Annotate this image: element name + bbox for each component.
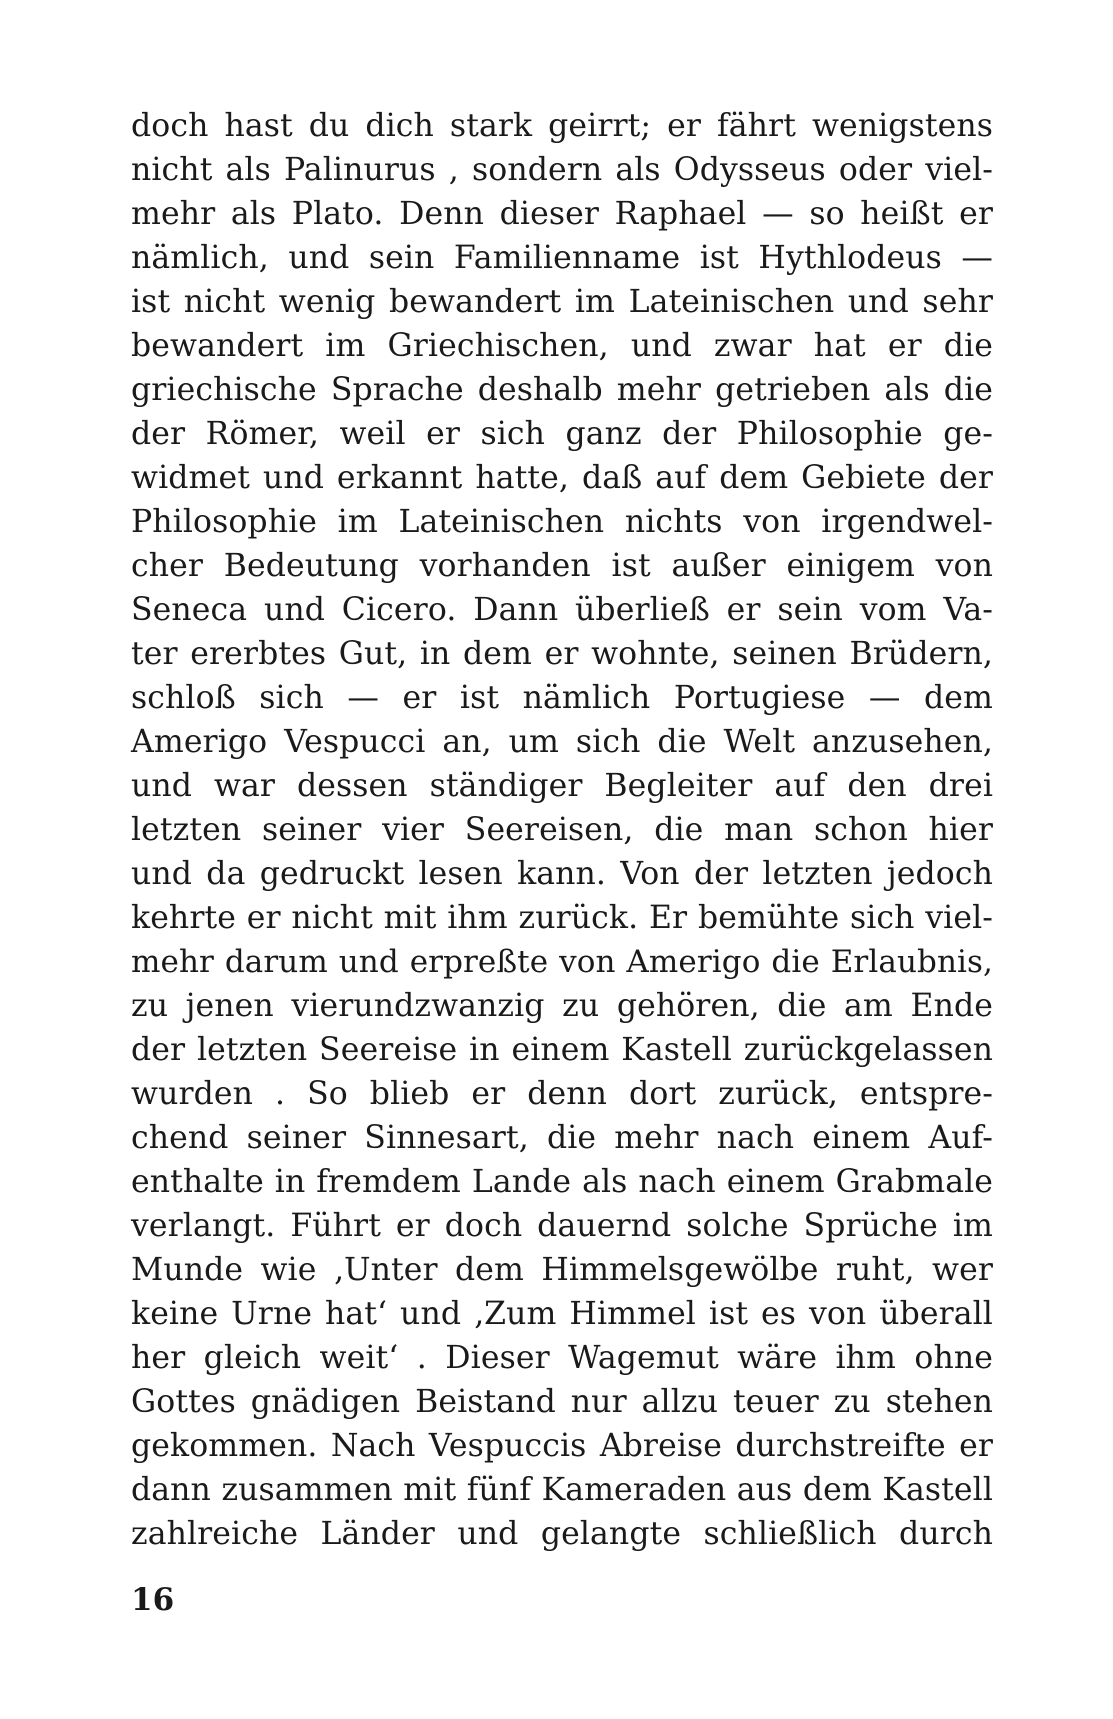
text-line: dann zusammen mit fünf Kameraden aus dem Kastell bbox=[131, 1472, 993, 1508]
text-line: enthalte in fremdem Lande als nach einem Grabmale bbox=[131, 1164, 993, 1200]
text-line: keine Urne hat‘ und ‚Zum Himmel ist es von überall bbox=[131, 1296, 993, 1332]
text-line: widmet und erkannt hatte, daß auf dem Gebiete der bbox=[131, 460, 993, 496]
text-line: her gleich weit‘ . Dieser Wagemut wäre ihm ohne bbox=[131, 1340, 993, 1376]
text-line: der letzten Seereise in einem Kastell zurückgelassen bbox=[131, 1032, 993, 1068]
text-line: Seneca und Cicero. Dann überließ er sein vom Va- bbox=[131, 592, 993, 628]
text-line: Munde wie ‚Unter dem Himmelsgewölbe ruht, wer bbox=[131, 1252, 993, 1288]
text-line: zahlreiche Länder und gelangte schließlich durch bbox=[131, 1516, 993, 1552]
text-line: nicht als Palinurus , sondern als Odysseus oder viel- bbox=[131, 152, 993, 188]
text-line: gekommen. Nach Vespuccis Abreise durchstreifte er bbox=[131, 1428, 993, 1464]
text-line: letzten seiner vier Seereisen, die man schon hier bbox=[131, 812, 993, 848]
text-line: bewandert im Griechischen, und zwar hat er die bbox=[131, 328, 993, 364]
text-line: Amerigo Vespucci an, um sich die Welt anzusehen, bbox=[131, 724, 993, 760]
text-line: Philosophie im Lateinischen nichts von irgendwel- bbox=[131, 504, 993, 540]
text-line: chend seiner Sinnesart, die mehr nach einem Auf- bbox=[131, 1120, 993, 1156]
text-line: griechische Sprache deshalb mehr getrieben als die bbox=[131, 372, 993, 408]
text-line: und war dessen ständiger Begleiter auf den drei bbox=[131, 768, 993, 804]
body-text bbox=[131, 104, 993, 1556]
text-line: ter ererbtes Gut, in dem er wohnte, seinen Brüdern, bbox=[131, 636, 993, 672]
text-line: kehrte er nicht mit ihm zurück. Er bemühte sich viel- bbox=[131, 900, 993, 936]
text-line: cher Bedeutung vorhanden ist außer einigem von bbox=[131, 548, 993, 584]
text-line: schloß sich — er ist nämlich Portugiese — dem bbox=[131, 680, 993, 716]
text-line: mehr als Plato. Denn dieser Raphael — so heißt er bbox=[131, 196, 993, 232]
text-line: doch hast du dich stark geirrt; er fährt wenigstens bbox=[131, 108, 993, 144]
text-line: ist nicht wenig bewandert im Lateinischen und sehr bbox=[131, 284, 993, 320]
text-line: zu jenen vierundzwanzig zu gehören, die am Ende bbox=[131, 988, 993, 1024]
page-number: 16 bbox=[131, 1582, 175, 1618]
text-line: der Römer, weil er sich ganz der Philosophie ge- bbox=[131, 416, 993, 452]
text-line: und da gedruckt lesen kann. Von der letzten jedoch bbox=[131, 856, 993, 892]
text-line: mehr darum und erpreßte von Amerigo die Erlaubnis, bbox=[131, 944, 993, 980]
text-line: verlangt. Führt er doch dauernd solche Sprüche im bbox=[131, 1208, 993, 1244]
text-line: nämlich, und sein Familienname ist Hythlodeus — bbox=[131, 240, 993, 276]
text-line: Gottes gnädigen Beistand nur allzu teuer zu stehen bbox=[131, 1384, 993, 1420]
text-line: wurden . So blieb er denn dort zurück, entspre- bbox=[131, 1076, 993, 1112]
